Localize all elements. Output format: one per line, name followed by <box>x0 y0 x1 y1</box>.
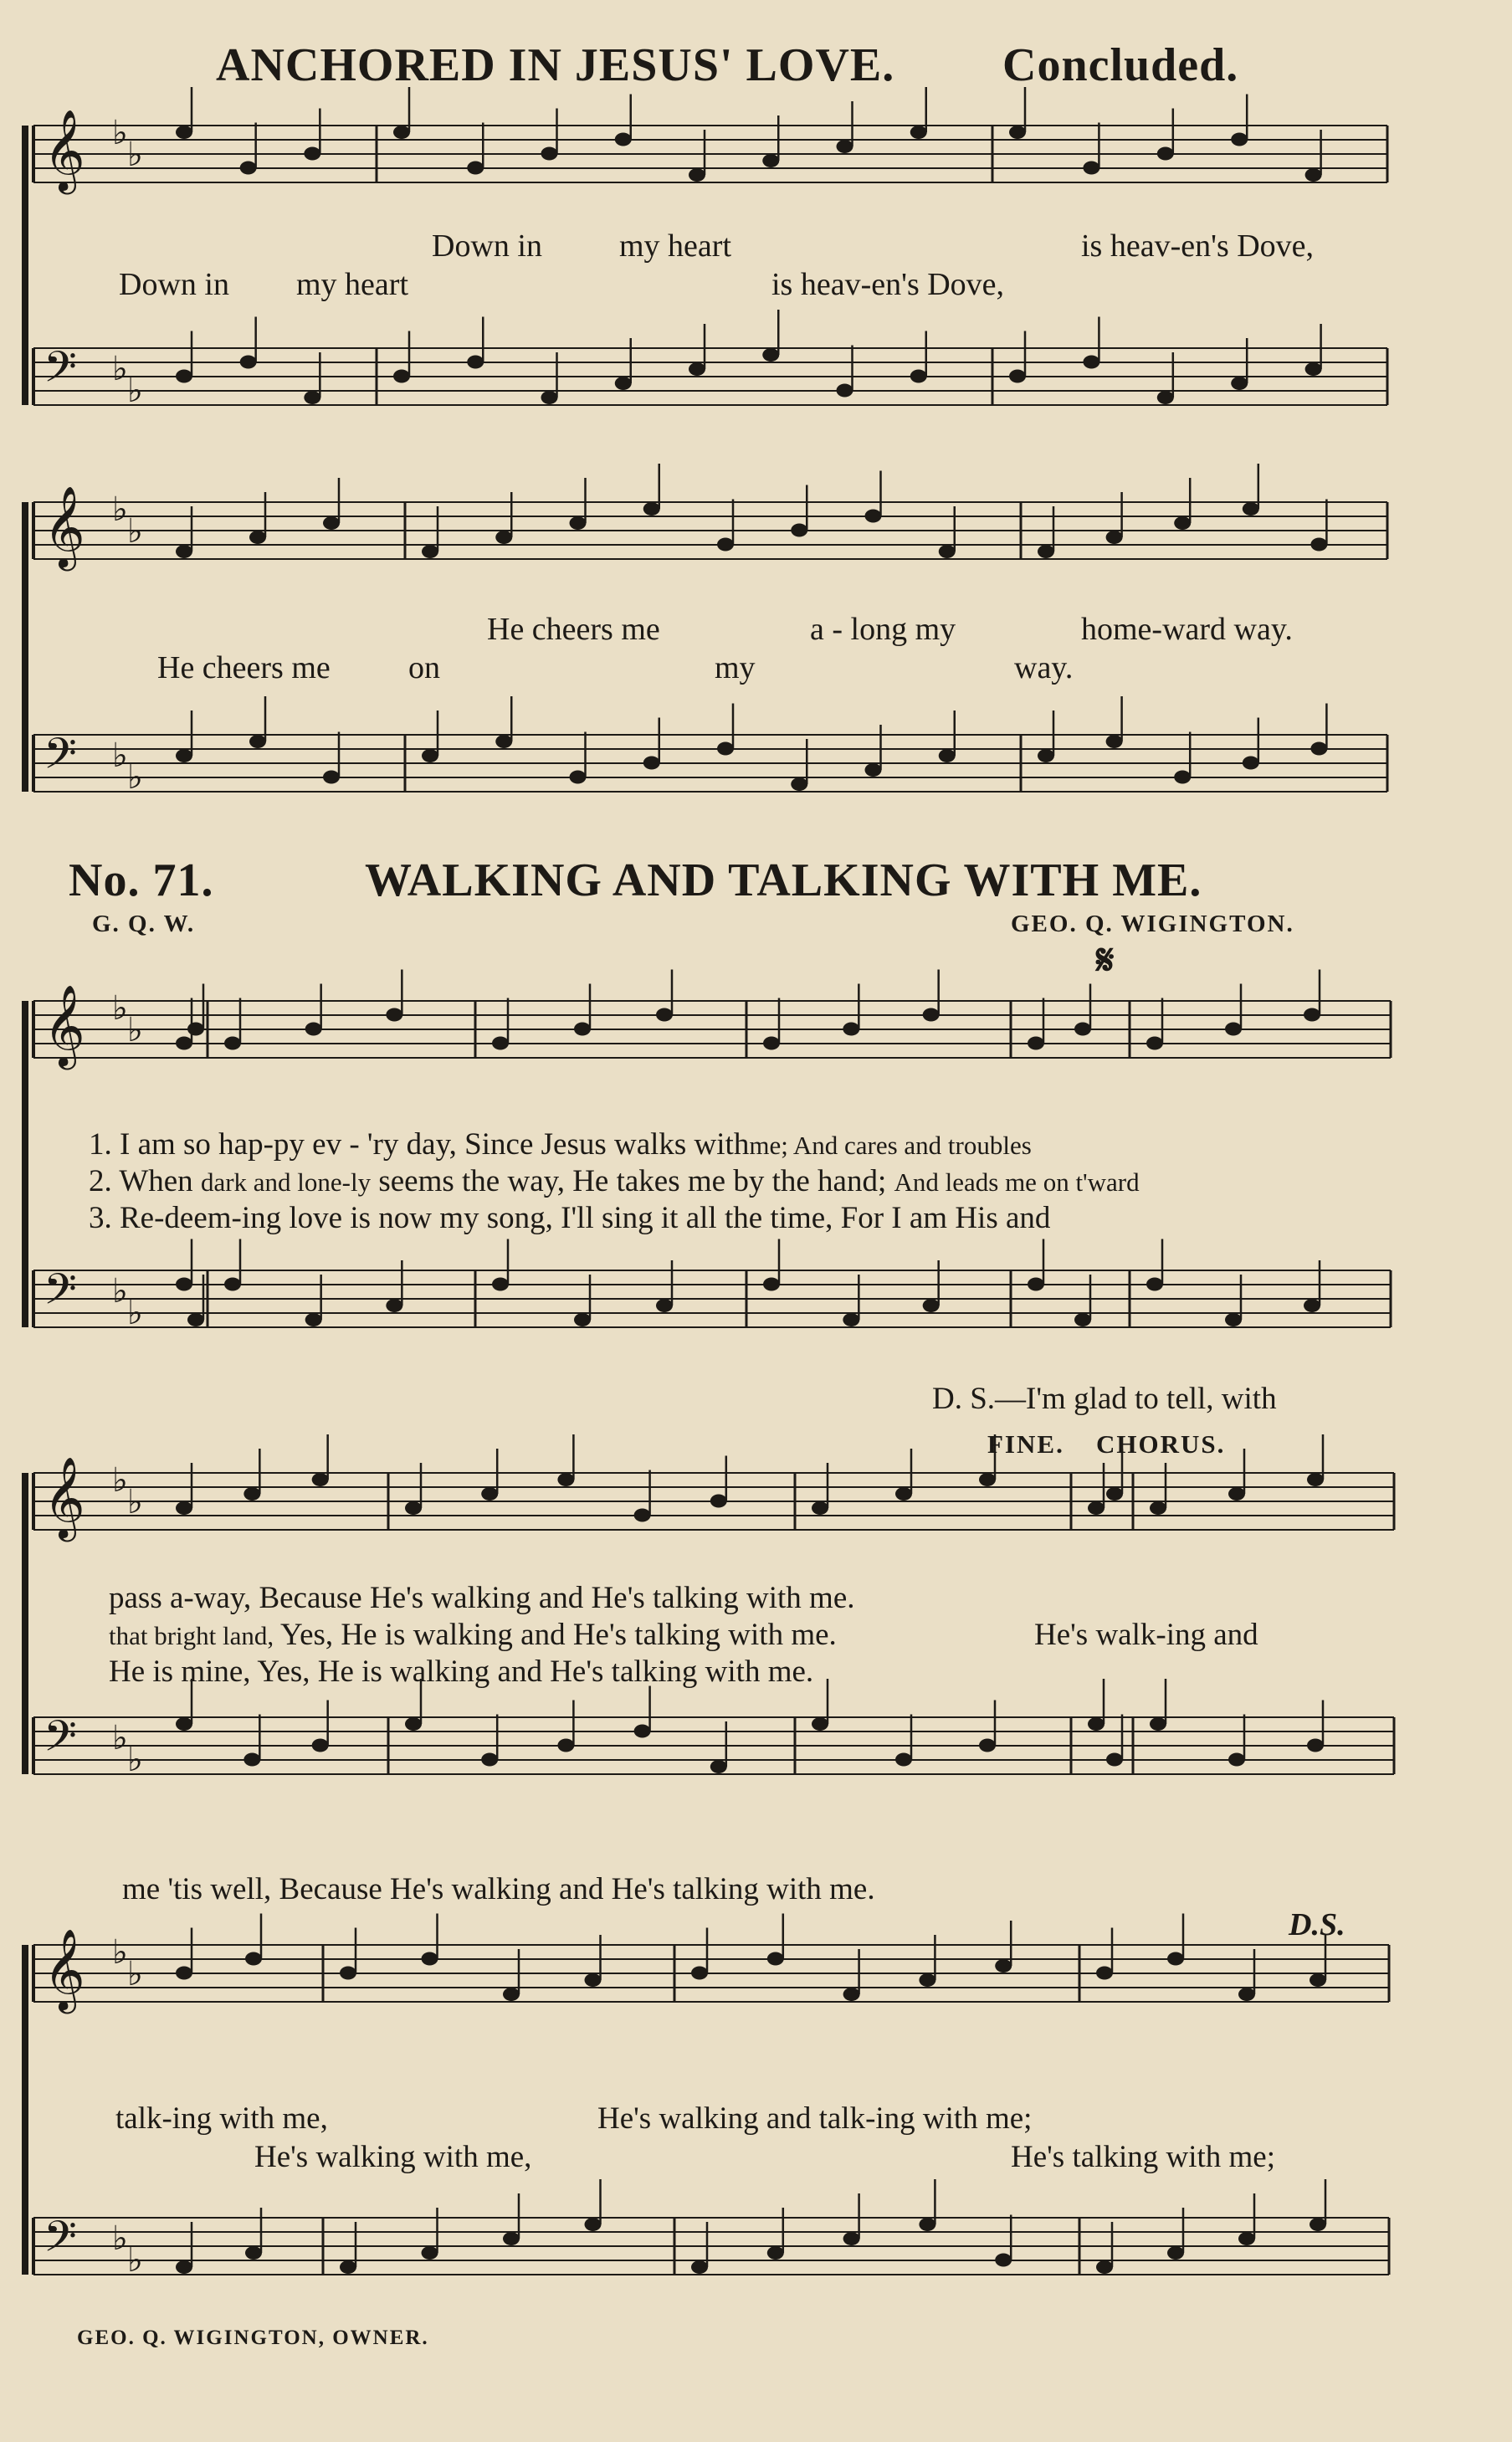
note-head <box>865 510 882 523</box>
flat-icon: ♭ <box>112 1719 128 1757</box>
lyric-s2-lower-1: He cheers me <box>157 650 331 685</box>
note-head <box>481 1753 498 1767</box>
note-head <box>176 1501 192 1515</box>
note-head <box>895 1753 912 1767</box>
verse-1-line-b: pass a-way, Because He's walking and He's talking with me. <box>109 1581 855 1615</box>
note-head <box>717 742 734 756</box>
note-head <box>689 168 705 182</box>
note-head <box>843 1988 860 2001</box>
lyric-s1-lower-3: is heav-en's Dove, <box>771 267 1005 302</box>
note-head <box>1304 1299 1320 1312</box>
treble-clef-icon: 𝄞 <box>44 485 85 567</box>
note-head <box>176 1717 192 1731</box>
note-head <box>919 1973 935 1987</box>
bass-clef-icon: 𝄢 <box>44 2211 77 2272</box>
note-head <box>570 771 587 784</box>
song-composer: GEO. Q. WIGINGTON. <box>1011 911 1294 937</box>
note-head <box>1106 735 1123 748</box>
note-head <box>689 362 705 376</box>
note-head <box>503 2232 520 2245</box>
note-head <box>939 749 956 762</box>
note-head <box>763 1037 780 1050</box>
note-head <box>843 1313 859 1326</box>
note-head <box>422 2246 438 2260</box>
note-head <box>1157 391 1174 404</box>
note-head <box>1106 531 1123 544</box>
flat-icon: ♭ <box>127 136 143 174</box>
note-head <box>1243 502 1259 516</box>
note-head <box>1228 1487 1245 1501</box>
note-head <box>224 1037 241 1050</box>
note-head <box>176 1967 192 1980</box>
lyric-s2-upper-2: a - long my <box>810 612 956 647</box>
flat-icon: ♭ <box>112 736 128 775</box>
note-head <box>503 1988 520 2001</box>
bass-clef-icon: 𝄢 <box>44 341 77 403</box>
verse-2-line-b: that bright land, Yes, He is walking and He's talking with me. <box>109 1618 837 1652</box>
lyric-s1-lower-2: my heart <box>296 267 409 302</box>
note-head <box>923 1299 940 1312</box>
note-head <box>1106 1487 1123 1501</box>
note-head <box>895 1487 912 1501</box>
flat-icon: ♭ <box>112 989 128 1028</box>
chorus-start-lyric: He's walk-ing and <box>1034 1618 1258 1652</box>
note-head <box>176 370 192 383</box>
flat-icon: ♭ <box>127 1955 143 1993</box>
note-head <box>837 140 853 153</box>
note-head <box>1157 147 1174 161</box>
note-head <box>1083 356 1099 369</box>
note-head <box>843 1023 859 1036</box>
note-head <box>585 2218 602 2231</box>
note-head <box>481 1487 498 1501</box>
lyric-s2-upper-3: home-ward way. <box>1081 612 1293 647</box>
bass-clef-icon: 𝄢 <box>44 728 77 789</box>
top-song-title: ANCHORED IN JESUS' LOVE. <box>216 39 895 91</box>
note-head <box>187 1313 204 1326</box>
note-head <box>979 1739 996 1752</box>
note-head <box>762 348 779 362</box>
note-head <box>340 2260 356 2274</box>
note-head <box>574 1023 591 1036</box>
note-head <box>791 524 807 537</box>
note-head <box>1146 1037 1163 1050</box>
note-head <box>1310 742 1327 756</box>
note-head <box>910 126 927 139</box>
flat-icon: ♭ <box>112 1461 128 1500</box>
lyric-s1-upper-3: is heav-en's Dove, <box>1081 228 1315 264</box>
note-head <box>643 502 660 516</box>
note-head <box>323 516 340 530</box>
flat-icon: ♭ <box>112 350 128 388</box>
note-head <box>1174 771 1191 784</box>
flat-icon: ♭ <box>127 1483 143 1521</box>
note-head <box>762 154 779 167</box>
note-head <box>467 356 484 369</box>
note-head <box>240 356 257 369</box>
note-head <box>1083 162 1099 175</box>
note-head <box>1028 1278 1044 1291</box>
note-head <box>495 735 512 748</box>
note-head <box>176 545 192 558</box>
note-head <box>763 1278 780 1291</box>
note-head <box>405 1501 422 1515</box>
note-head <box>1307 1739 1324 1752</box>
lyric-s2-upper-1: He cheers me <box>487 612 660 647</box>
flat-icon: ♭ <box>127 1741 143 1779</box>
note-head <box>939 545 956 558</box>
note-head <box>304 147 320 161</box>
note-head <box>923 1008 940 1022</box>
treble-clef-icon: 𝄞 <box>44 1456 85 1538</box>
note-head <box>245 1952 262 1966</box>
note-head <box>492 1037 509 1050</box>
note-head <box>305 1313 322 1326</box>
note-head <box>422 749 438 762</box>
note-head <box>615 377 632 390</box>
note-head <box>791 777 807 791</box>
note-head <box>422 545 438 558</box>
note-head <box>691 1967 708 1980</box>
note-head <box>767 2246 784 2260</box>
note-head <box>656 1299 673 1312</box>
last-upper-1: talk-ing with me, <box>115 2101 328 2136</box>
footer-owner: GEO. Q. WIGINGTON, OWNER. <box>77 2327 429 2349</box>
note-head <box>1096 1967 1113 1980</box>
note-head <box>1231 133 1248 146</box>
lyric-s2-lower-2: on <box>408 650 440 685</box>
fine-mark: FINE. <box>987 1429 1064 1459</box>
note-head <box>1009 370 1026 383</box>
note-head <box>656 1008 673 1022</box>
note-head <box>1307 1473 1324 1486</box>
last-lower-1: He's walking with me, <box>254 2140 532 2174</box>
note-head <box>243 1487 260 1501</box>
note-head <box>1231 377 1248 390</box>
song-title: WALKING AND TALKING WITH ME. <box>365 854 1202 906</box>
note-head <box>1174 516 1191 530</box>
note-head <box>1074 1313 1091 1326</box>
note-head <box>1305 168 1322 182</box>
lyric-s1-lower-1: Down in <box>119 267 229 302</box>
note-head <box>492 1278 509 1291</box>
note-head <box>812 1717 828 1731</box>
note-head <box>393 126 410 139</box>
flat-icon: ♭ <box>127 2241 143 2280</box>
ds-mark: D.S. <box>1289 1907 1345 1942</box>
last-upper-2: He's walking and talk-ing with me; <box>597 2101 1033 2136</box>
note-head <box>717 538 734 552</box>
note-head <box>574 1313 591 1326</box>
ds-line: D. S.—I'm glad to tell, with <box>932 1382 1277 1416</box>
note-head <box>979 1473 996 1486</box>
flat-icon: ♭ <box>127 512 143 551</box>
flat-icon: ♭ <box>112 1933 128 1972</box>
note-head <box>919 2218 935 2231</box>
note-head <box>312 1473 329 1486</box>
lyric-s2-lower-3: my <box>715 650 756 685</box>
note-head <box>1310 1973 1326 1987</box>
flat-icon: ♭ <box>127 758 143 797</box>
note-head <box>422 1952 438 1966</box>
note-head <box>1150 1717 1166 1731</box>
note-head <box>1167 2246 1184 2260</box>
bass-clef-icon: 𝄢 <box>44 1264 77 1325</box>
note-head <box>224 1278 241 1291</box>
note-head <box>1088 1501 1105 1515</box>
note-head <box>557 1473 574 1486</box>
note-head <box>910 370 927 383</box>
note-head <box>710 1760 727 1773</box>
flat-icon: ♭ <box>127 1011 143 1049</box>
note-head <box>176 749 192 762</box>
note-head <box>1088 1717 1105 1731</box>
note-head <box>1096 2260 1113 2274</box>
lyric-s2-lower-4: way. <box>1014 650 1074 685</box>
treble-clef-icon: 𝄞 <box>44 984 85 1066</box>
flat-icon: ♭ <box>127 1294 143 1332</box>
note-head <box>1310 538 1327 552</box>
note-head <box>634 1509 651 1522</box>
note-head <box>1304 1008 1320 1022</box>
note-head <box>176 1037 192 1050</box>
verse-3-line-a: 3. Re-deem-ing love is now my song, I'll sing it all the time, For I am His and <box>89 1201 1051 1235</box>
bass-clef-icon: 𝄢 <box>44 1711 77 1772</box>
note-head <box>995 2254 1012 2267</box>
note-head <box>386 1299 402 1312</box>
note-head <box>340 1967 356 1980</box>
note-head <box>386 1008 402 1022</box>
top-song-concluded: Concluded. <box>1002 39 1239 91</box>
note-head <box>557 1739 574 1752</box>
note-head <box>1009 126 1026 139</box>
note-head <box>812 1501 828 1515</box>
note-head <box>843 2232 860 2245</box>
note-head <box>995 1959 1012 1973</box>
note-head <box>240 162 257 175</box>
note-head <box>1305 362 1322 376</box>
note-head <box>1038 749 1054 762</box>
song-number: No. 71. <box>69 854 214 906</box>
note-head <box>312 1739 329 1752</box>
lyric-s1-upper-2: my heart <box>619 228 732 264</box>
note-head <box>249 735 266 748</box>
note-head <box>643 757 660 770</box>
verse-2-line-a: 2. When dark and lone-ly seems the way, He takes me by the hand; And leads me on t'ward <box>89 1164 1140 1198</box>
note-head <box>1310 2218 1326 2231</box>
note-head <box>541 391 558 404</box>
segno-sign: 𝄋 <box>1096 936 1115 983</box>
flat-icon: ♭ <box>127 372 143 410</box>
song-author: G. Q. W. <box>92 911 196 937</box>
note-head <box>634 1725 651 1738</box>
note-head <box>467 162 484 175</box>
flat-icon: ♭ <box>112 490 128 529</box>
note-head <box>249 531 266 544</box>
note-head <box>1146 1278 1163 1291</box>
ds-continuation: me 'tis well, Because He's walking and He's talking with me. <box>122 1872 875 1906</box>
note-head <box>1150 1501 1166 1515</box>
note-head <box>1225 1313 1242 1326</box>
note-head <box>304 391 320 404</box>
note-head <box>405 1717 422 1731</box>
note-head <box>1228 1753 1245 1767</box>
note-head <box>541 147 558 161</box>
note-head <box>1238 2232 1255 2245</box>
note-head <box>176 2260 192 2274</box>
treble-clef-icon: 𝄞 <box>44 1928 85 2010</box>
note-head <box>710 1495 727 1508</box>
note-head <box>176 1278 192 1291</box>
note-head <box>176 126 192 139</box>
flat-icon: ♭ <box>112 114 128 152</box>
note-head <box>1225 1023 1242 1036</box>
note-head <box>570 516 587 530</box>
verse-1-line-a: 1. I am so hap-py ev - 'ry day, Since Jesus walks withme; And cares and troubles <box>89 1127 1032 1162</box>
note-head <box>1106 1753 1123 1767</box>
note-head <box>691 2260 708 2274</box>
note-head <box>585 1973 602 1987</box>
note-head <box>1074 1023 1091 1036</box>
note-head <box>837 384 853 398</box>
flat-icon: ♭ <box>112 2219 128 2258</box>
note-head <box>1028 1037 1044 1050</box>
note-head <box>323 771 340 784</box>
note-head <box>187 1023 204 1036</box>
chorus-mark: CHORUS. <box>1096 1429 1226 1459</box>
note-head <box>1243 757 1259 770</box>
note-head <box>1238 1988 1255 2001</box>
note-head <box>615 133 632 146</box>
note-head <box>245 2246 262 2260</box>
note-head <box>1038 545 1054 558</box>
note-head <box>767 1952 784 1966</box>
note-head <box>243 1753 260 1767</box>
note-head <box>1167 1952 1184 1966</box>
last-lower-2: He's talking with me; <box>1011 2140 1275 2174</box>
flat-icon: ♭ <box>112 1272 128 1311</box>
lyric-s1-upper-1: Down in <box>432 228 542 264</box>
note-head <box>865 763 882 777</box>
treble-clef-icon: 𝄞 <box>44 109 85 191</box>
note-head <box>495 531 512 544</box>
note-head <box>305 1023 322 1036</box>
note-head <box>393 370 410 383</box>
verse-3-line-b: He is mine, Yes, He is walking and He's talking with me. <box>109 1655 814 1689</box>
